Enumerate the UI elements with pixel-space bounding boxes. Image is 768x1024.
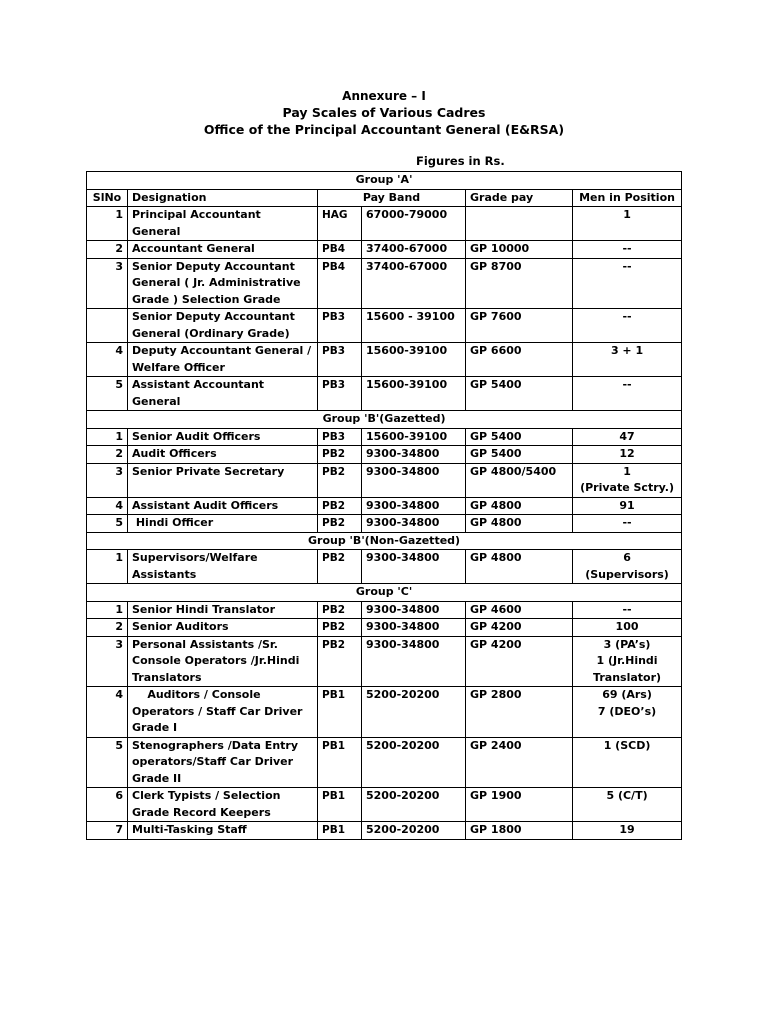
sl-no-cell: 2 [87, 619, 128, 637]
pay-band-scale-cell: 15600-39100 [362, 377, 466, 411]
men-in-position-cell: -- [573, 241, 682, 259]
sl-no-cell: 1 [87, 207, 128, 241]
designation-cell: Audit Officers [128, 446, 318, 464]
grade-pay-cell: GP 6600 [466, 343, 573, 377]
pay-band-scale-cell: 15600-39100 [362, 428, 466, 446]
designation-cell: Senior Deputy Accountant General (Ordinary Grade) [128, 309, 318, 343]
designation-cell: Hindi Officer [128, 515, 318, 533]
grade-pay-cell: GP 2400 [466, 737, 573, 788]
designation-cell: Senior Private Secretary [128, 463, 318, 497]
designation-cell: Senior Hindi Translator [128, 601, 318, 619]
grade-pay-cell: GP 4800/5400 [466, 463, 573, 497]
figures-note: Figures in Rs. [416, 154, 505, 168]
grade-pay-cell: GP 10000 [466, 241, 573, 259]
grade-pay-cell: GP 1900 [466, 788, 573, 822]
sl-no-cell [87, 309, 128, 343]
designation-cell: Deputy Accountant General / Welfare Officer [128, 343, 318, 377]
sl-no-cell: 4 [87, 687, 128, 738]
table-row [87, 788, 682, 822]
pay-band-code-cell: PB1 [318, 822, 362, 840]
sl-no-cell: 1 [87, 428, 128, 446]
table-row [87, 309, 682, 343]
pay-band-code-cell: PB2 [318, 463, 362, 497]
table-row [87, 822, 682, 840]
sl-no-cell: 4 [87, 497, 128, 515]
column-header-row [87, 189, 682, 207]
designation-cell: Principal Accountant General [128, 207, 318, 241]
pay-band-scale-cell: 9300-34800 [362, 463, 466, 497]
men-in-position-cell: 5 (C/T) [573, 788, 682, 822]
pay-band-code-cell: PB3 [318, 343, 362, 377]
group-title: Group 'B'(Non-Gazetted) [87, 532, 682, 550]
group-row [87, 584, 682, 602]
sl-no-cell: 3 [87, 258, 128, 309]
designation-cell: Senior Deputy Accountant General ( Jr. Administrative Grade ) Selection Grade [128, 258, 318, 309]
pay-band-code-cell: PB1 [318, 737, 362, 788]
pay-band-code-cell: PB1 [318, 687, 362, 738]
office-name: Office of the Principal Accountant General (E&RSA) [203, 122, 565, 137]
table-row [87, 515, 682, 533]
annexure-label: Annexure – I [342, 89, 426, 103]
pay-band-code-cell: PB2 [318, 497, 362, 515]
pay-band-scale-cell: 9300-34800 [362, 497, 466, 515]
grade-pay-cell: GP 4800 [466, 550, 573, 584]
pay-band-code-cell: PB2 [318, 619, 362, 637]
table-row [87, 636, 682, 687]
table-row [87, 463, 682, 497]
pay-band-code-cell: PB4 [318, 241, 362, 259]
sl-no-cell: 3 [87, 463, 128, 497]
men-in-position-cell: 1 [573, 207, 682, 241]
pay-band-scale-cell: 9300-34800 [362, 601, 466, 619]
pay-scales-table-body [87, 172, 682, 840]
table-row [87, 258, 682, 309]
men-in-position-cell: -- [573, 258, 682, 309]
designation-cell: Assistant Audit Officers [128, 497, 318, 515]
sl-no-cell: 3 [87, 636, 128, 687]
grade-pay-cell: GP 7600 [466, 309, 573, 343]
table-row [87, 207, 682, 241]
men-in-position-cell: -- [573, 515, 682, 533]
pay-band-scale-cell: 67000-79000 [362, 207, 466, 241]
pay-band-scale-cell: 9300-34800 [362, 515, 466, 533]
grade-pay-cell: GP 4800 [466, 515, 573, 533]
pay-band-scale-cell: 9300-34800 [362, 550, 466, 584]
table-row [87, 343, 682, 377]
designation-cell: Auditors / Console Operators / Staff Car Driver Grade I [128, 687, 318, 738]
sl-no-cell: 6 [87, 788, 128, 822]
table-row [87, 377, 682, 411]
men-in-position-cell: 19 [573, 822, 682, 840]
men-in-position-cell: 3 (PA’s) 1 (Jr.Hindi Translator) [573, 636, 682, 687]
pay-band-scale-cell: 9300-34800 [362, 446, 466, 464]
men-in-position-cell: -- [573, 601, 682, 619]
pay-band-scale-cell: 15600 - 39100 [362, 309, 466, 343]
grade-pay-cell: GP 5400 [466, 377, 573, 411]
pay-band-code-cell: PB2 [318, 550, 362, 584]
men-in-position-cell: 69 (Ars) 7 (DEO’s) [573, 687, 682, 738]
table-row [87, 428, 682, 446]
sl-no-cell: 1 [87, 550, 128, 584]
table-row [87, 241, 682, 259]
grade-pay-cell: GP 4200 [466, 636, 573, 687]
designation-cell: Multi-Tasking Staff [128, 822, 318, 840]
men-in-position-cell: -- [573, 309, 682, 343]
group-title: Group 'B'(Gazetted) [87, 411, 682, 429]
grade-pay-cell: GP 4800 [466, 497, 573, 515]
pay-band-code-cell: PB2 [318, 515, 362, 533]
pay-band-code-cell: PB2 [318, 446, 362, 464]
column-header-designation: Designation [128, 189, 318, 207]
grade-pay-cell: GP 4200 [466, 619, 573, 637]
table-row [87, 619, 682, 637]
sl-no-cell: 2 [87, 446, 128, 464]
group-row [87, 411, 682, 429]
column-header-slno: SlNo [87, 189, 128, 207]
pay-band-code-cell: PB2 [318, 601, 362, 619]
men-in-position-cell: 47 [573, 428, 682, 446]
grade-pay-cell: GP 2800 [466, 687, 573, 738]
men-in-position-cell: 6 (Supervisors) [573, 550, 682, 584]
men-in-position-cell: 1 (SCD) [573, 737, 682, 788]
table-row [87, 737, 682, 788]
grade-pay-cell: GP 1800 [466, 822, 573, 840]
table-row [87, 601, 682, 619]
pay-band-code-cell: PB1 [318, 788, 362, 822]
group-title: Group 'A' [87, 172, 682, 190]
men-in-position-cell: 12 [573, 446, 682, 464]
pay-band-code-cell: HAG [318, 207, 362, 241]
men-in-position-cell: 91 [573, 497, 682, 515]
table-row [87, 446, 682, 464]
designation-cell: Stenographers /Data Entry operators/Staff Car Driver Grade II [128, 737, 318, 788]
pay-band-scale-cell: 9300-34800 [362, 619, 466, 637]
group-row [87, 532, 682, 550]
column-header-men-in-position: Men in Position [573, 189, 682, 207]
table-row [87, 550, 682, 584]
men-in-position-cell: -- [573, 377, 682, 411]
pay-scales-table [86, 171, 682, 840]
designation-cell: Supervisors/Welfare Assistants [128, 550, 318, 584]
pay-band-scale-cell: 5200-20200 [362, 822, 466, 840]
designation-cell: Senior Audit Officers [128, 428, 318, 446]
sl-no-cell: 5 [87, 377, 128, 411]
document-title: Pay Scales of Various Cadres [282, 105, 486, 120]
pay-band-code-cell: PB3 [318, 428, 362, 446]
column-header-grade-pay: Grade pay [466, 189, 573, 207]
pay-band-scale-cell: 9300-34800 [362, 636, 466, 687]
pay-band-scale-cell: 37400-67000 [362, 241, 466, 259]
pay-band-scale-cell: 5200-20200 [362, 737, 466, 788]
designation-cell: Assistant Accountant General [128, 377, 318, 411]
sl-no-cell: 1 [87, 601, 128, 619]
pay-band-scale-cell: 15600-39100 [362, 343, 466, 377]
pay-band-scale-cell: 5200-20200 [362, 687, 466, 738]
pay-band-code-cell: PB2 [318, 636, 362, 687]
men-in-position-cell: 100 [573, 619, 682, 637]
designation-cell: Clerk Typists / Selection Grade Record Keepers [128, 788, 318, 822]
designation-cell: Accountant General [128, 241, 318, 259]
sl-no-cell: 4 [87, 343, 128, 377]
designation-cell: Senior Auditors [128, 619, 318, 637]
pay-band-code-cell: PB3 [318, 309, 362, 343]
sl-no-cell: 7 [87, 822, 128, 840]
designation-cell: Personal Assistants /Sr. Console Operators /Jr.Hindi Translators [128, 636, 318, 687]
table-row [87, 497, 682, 515]
sl-no-cell: 2 [87, 241, 128, 259]
men-in-position-cell: 3 + 1 [573, 343, 682, 377]
pay-band-scale-cell: 5200-20200 [362, 788, 466, 822]
column-header-pay-band: Pay Band [318, 189, 466, 207]
sl-no-cell: 5 [87, 737, 128, 788]
pay-band-code-cell: PB3 [318, 377, 362, 411]
grade-pay-cell: GP 4600 [466, 601, 573, 619]
grade-pay-cell [466, 207, 573, 241]
grade-pay-cell: GP 8700 [466, 258, 573, 309]
pay-band-code-cell: PB4 [318, 258, 362, 309]
table-row [87, 687, 682, 738]
grade-pay-cell: GP 5400 [466, 446, 573, 464]
group-title: Group 'C' [87, 584, 682, 602]
group-row [87, 172, 682, 190]
men-in-position-cell: 1 (Private Sctry.) [573, 463, 682, 497]
grade-pay-cell: GP 5400 [466, 428, 573, 446]
pay-band-scale-cell: 37400-67000 [362, 258, 466, 309]
sl-no-cell: 5 [87, 515, 128, 533]
